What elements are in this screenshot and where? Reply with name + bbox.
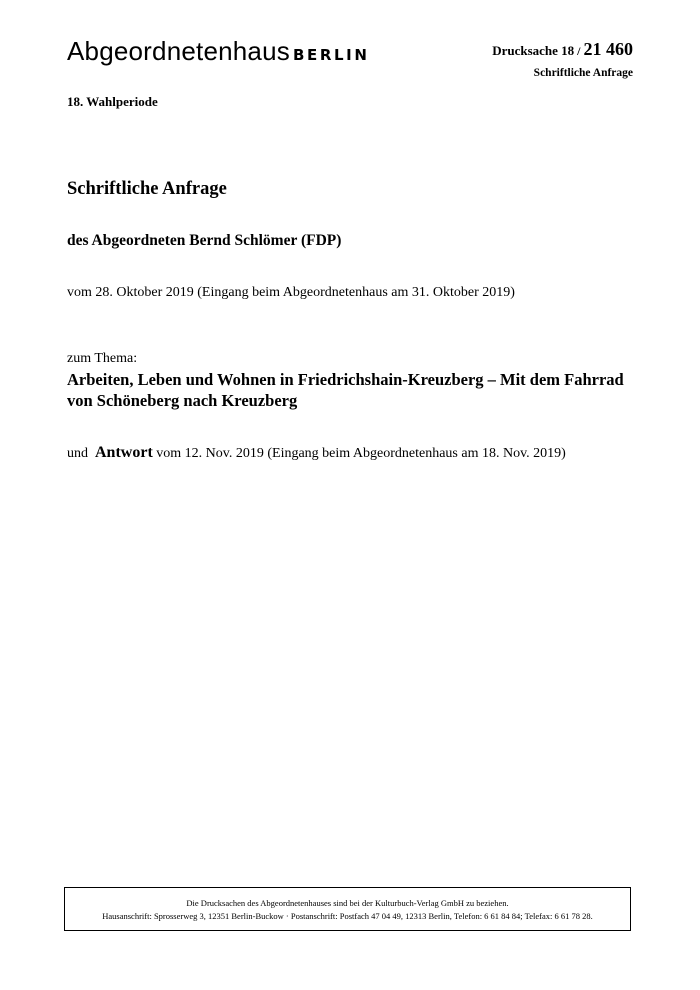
- doc-number-slash: /: [574, 44, 584, 58]
- author-line: des Abgeordneten Bernd Schlömer (FDP): [67, 232, 342, 249]
- parliament-logo: [67, 38, 369, 64]
- topic-title-line-1: Arbeiten, Leben und Wohnen in Friedrichshain-Kreuzberg – Mit dem Fahrrad: [67, 370, 624, 389]
- brand-name: Abgeordnetenhaus: [67, 36, 290, 66]
- topic-label: zum Thema:: [67, 351, 138, 366]
- footer-line-1: Die Drucksachen des Abgeordnetenhauses sind bei der Kulturbuch-Verlag GmbH zu beziehen.: [186, 898, 509, 908]
- inquiry-date: vom 28. Oktober 2019 (Eingang beim Abgeordnetenhaus am 31. Oktober 2019): [67, 285, 515, 300]
- document-type: Schriftliche Anfrage: [533, 67, 633, 79]
- answer-prefix: und: [67, 446, 88, 461]
- document-number: [492, 40, 633, 59]
- topic-title-line-2: von Schöneberg nach Kreuzberg: [67, 391, 298, 410]
- brand-city: BERLIN: [292, 46, 370, 64]
- answer-word: Antwort: [95, 444, 153, 461]
- doc-number-prefix: Drucksache 18: [492, 43, 575, 58]
- answer-date: vom 12. Nov. 2019 (Eingang beim Abgeordnetenhaus am 18. Nov. 2019): [156, 446, 566, 461]
- footer-box: [64, 887, 631, 931]
- footer-line-2: Hausanschrift: Sprosserweg 3, 12351 Berlin-Buckow · Postanschrift: Postfach 47 04 49, 12313 Berlin, Telefon: 6 61 84 84; Telefax: 6 61 78 28.: [102, 911, 593, 921]
- answer-line: [67, 444, 566, 462]
- page-title: Schriftliche Anfrage: [67, 179, 227, 199]
- legislative-period: 18. Wahlperiode: [67, 94, 158, 109]
- topic-title: [67, 369, 647, 411]
- doc-number-value: 21 460: [583, 39, 633, 59]
